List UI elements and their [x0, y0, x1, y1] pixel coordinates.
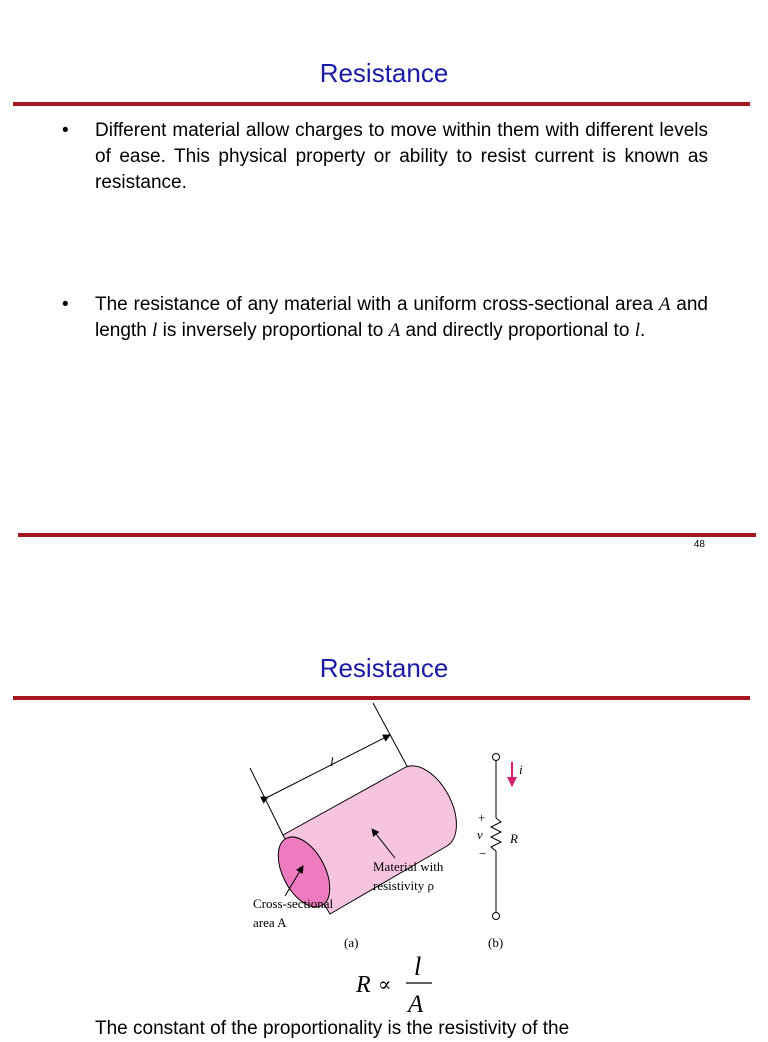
resistor-circuit	[491, 754, 512, 920]
material-label-line1: Material with	[373, 859, 444, 874]
page-number: 48	[693, 539, 705, 550]
slide1-bullet-1-text: Different material allow charges to move within them with different levels of ease. This physical property or ability to resist current is known as resistance.	[95, 120, 708, 193]
extension-line-right	[373, 703, 408, 768]
resistor-zigzag	[491, 818, 501, 851]
proportionality-formula	[355, 952, 432, 1018]
current-label: i	[519, 762, 523, 777]
formula-symbol: ∝	[378, 972, 392, 996]
plus-sign: +	[478, 810, 486, 825]
formula-denominator: A	[408, 991, 424, 1018]
length-label: l	[330, 754, 334, 769]
resistor-label: R	[510, 831, 518, 846]
extension-line-left	[250, 768, 283, 835]
voltage-label: v	[477, 827, 483, 842]
formula-lhs: R	[356, 972, 371, 998]
material-label-line2: resistivity ρ	[373, 878, 435, 893]
caption-a: (a)	[344, 935, 359, 950]
minus-sign: −	[479, 846, 487, 861]
slide1-bullet-2-text: The resistance of any material with a uniform cross-sectional area A and length l is inversely proportional to A and directly proportional to l.	[95, 294, 708, 341]
cross-section-label-line2: area A	[253, 915, 287, 930]
bullet-dot: •	[62, 120, 69, 141]
cross-section-label-line1: Cross-sectional	[253, 896, 334, 911]
caption-b: (b)	[488, 935, 504, 950]
slide2-title: Resistance	[319, 653, 449, 683]
slide2-bottom-text: The constant of the proportionality is the resistivity of the	[95, 1018, 570, 1039]
slide1-title: Resistance	[319, 58, 449, 88]
bullet-dot: •	[62, 294, 69, 315]
terminal-top	[493, 754, 500, 761]
terminal-bottom	[493, 913, 500, 920]
formula-numerator: l	[414, 952, 422, 981]
